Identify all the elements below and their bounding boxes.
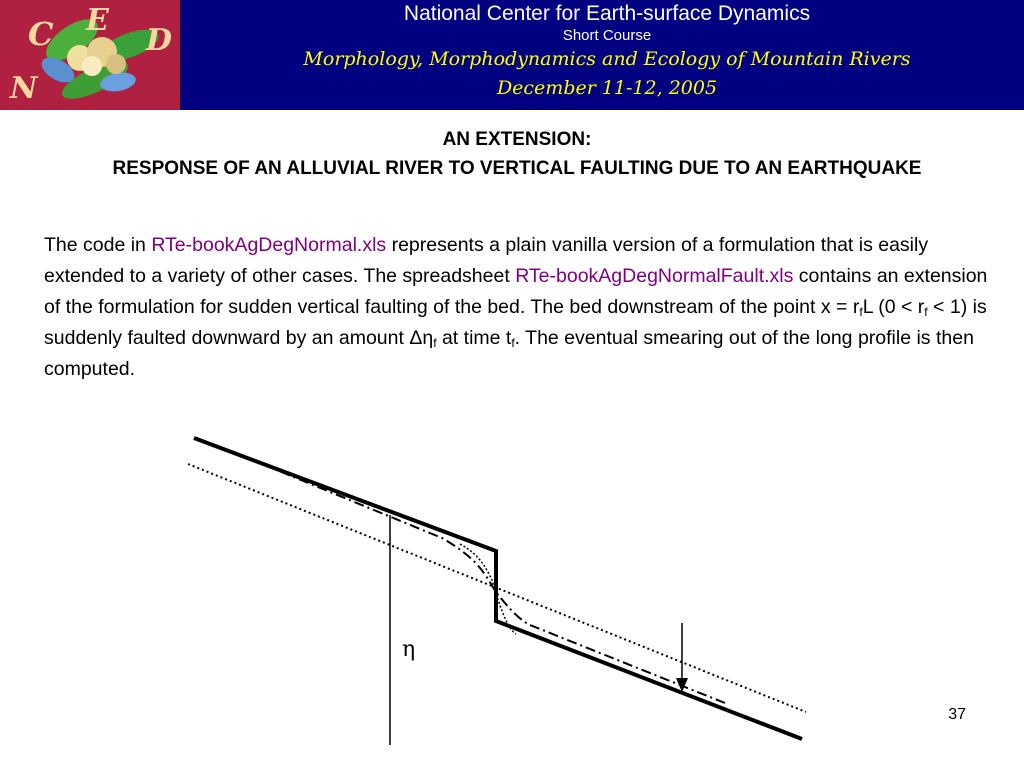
subscript-f: f xyxy=(924,305,928,319)
body-text-segment: The code in xyxy=(44,234,152,256)
pebble-shape xyxy=(106,54,126,74)
filename-fault: RTe-bookAgDegNormalFault.xls xyxy=(515,265,794,287)
body-text-segment: at time t xyxy=(436,327,512,349)
logo-letter-n: N xyxy=(10,71,38,106)
course-title: Morphology, Morphodynamics and Ecology of Mountain Rivers xyxy=(303,48,911,70)
title-line-2: RESPONSE OF AN ALLUVIAL RIVER TO VERTICAL FAULTING DUE TO AN EARTHQUAKE xyxy=(112,158,922,179)
logo-letter-c: C xyxy=(28,15,54,53)
course-type: Short Course xyxy=(562,27,652,44)
course-dates: December 11-12, 2005 xyxy=(496,77,718,99)
slide-title xyxy=(40,125,994,183)
filename-normal: RTe-bookAgDegNormal.xls xyxy=(151,234,387,256)
eta-label: η xyxy=(402,637,416,662)
subscript-f: f xyxy=(433,336,437,350)
logo-letter-d: D xyxy=(146,23,173,58)
body-text-segment: represents a plain vanilla version of a formulation that is easily extended to a variety of other cases. The spreadsheet xyxy=(44,234,929,287)
body-text-segment: contains an extension of the formulation for sudden vertical faulting of the bed. The bed downstream of the point x = r xyxy=(44,265,988,318)
body-text-segment: < 1) is suddenly faulted downward by an amount xyxy=(44,296,987,349)
logo-graphic xyxy=(0,0,180,110)
slide-header xyxy=(0,0,1024,110)
fault-profile-diagram xyxy=(180,420,820,755)
body-text-segment: . The eventual smearing out of the long profile is then computed. xyxy=(44,327,974,380)
organization-name: National Center for Earth-surface Dynamics xyxy=(403,2,811,25)
body-paragraph xyxy=(44,230,994,385)
delta-eta-symbol: Δη xyxy=(409,327,434,349)
csdms-logo xyxy=(0,0,180,110)
body-text-segment: L (0 < r xyxy=(862,296,925,318)
subscript-f: f xyxy=(859,305,863,319)
pebble-shape xyxy=(82,56,102,76)
logo-letter-e: E xyxy=(86,3,109,38)
header-text xyxy=(190,0,1024,103)
subscript-f: f xyxy=(511,336,515,350)
page-number: 37 xyxy=(948,706,966,723)
faulted-bed-profile xyxy=(194,438,802,739)
title-line-1: AN EXTENSION: xyxy=(442,129,592,150)
fault-diagram-svg xyxy=(180,420,820,750)
